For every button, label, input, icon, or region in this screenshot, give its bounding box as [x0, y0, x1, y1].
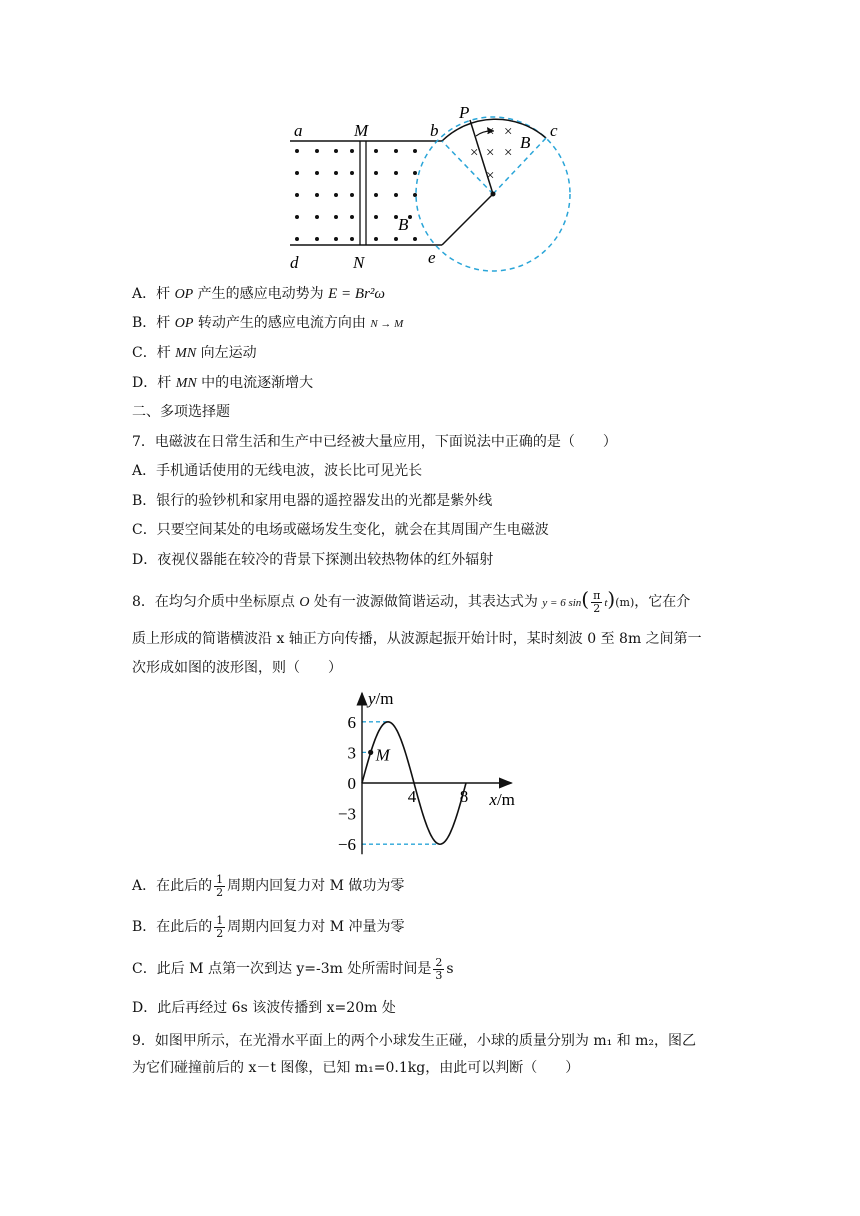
q7-option-b: B．银行的验钞机和家用电器的遥控器发出的光都是紫外线 [132, 493, 493, 509]
q8-option-b [132, 914, 405, 940]
q8-option-a [132, 873, 404, 899]
svg-text:×: × [504, 145, 513, 161]
point-m-label: M [375, 745, 390, 765]
q6-option-c [132, 343, 257, 364]
wave-chart [330, 688, 540, 858]
label-d: d [290, 253, 299, 272]
x-tick-label: 4 [407, 787, 417, 806]
q8-option-a-post: 周期内回复力对 M 做功为零 [227, 878, 405, 894]
q8-formula-paren-left: ( [581, 587, 590, 611]
q7-option-d: D．夜视仪器能在较冷的背景下探测出较热物体的红外辐射 [132, 552, 494, 568]
q8-option-c-unit: s [446, 961, 454, 977]
q8-option-b-post: 周期内回复力对 M 冲量为零 [227, 919, 405, 935]
svg-text:×: × [486, 168, 495, 184]
q6-option-d-text: 中的电流逐渐增大 [196, 375, 314, 391]
y-tick-label: 3 [347, 743, 356, 763]
q8-stem-line2: 质上形成的简谐横波沿 x 轴正方向传播，从波源起振开始计时，某时刻波 0 至 8m 之间第一 [132, 631, 702, 647]
q6-option-b-prefix: B．杆 [132, 315, 175, 331]
q8-option-d: D．此后再经过 6s 该波传播到 x=20m 处 [132, 1000, 396, 1016]
q8-option-a-num: 1 [216, 872, 224, 886]
q6-option-c-text: 向左运动 [196, 345, 257, 361]
q8-stem-part1: 8．在均匀介质中坐标原点 [132, 594, 300, 610]
label-c: c [550, 121, 558, 140]
q7-option-a: A．手机通话使用的无线电波，波长比可见光长 [132, 463, 423, 479]
q8-option-a-den: 2 [216, 885, 224, 899]
q8-stem-part2: 处有一波源做简谐运动，其表达式为 [309, 594, 543, 610]
q8-option-c-num: 2 [435, 955, 443, 969]
label-b-field: B [398, 215, 409, 234]
q8-formula-num: π [593, 588, 601, 602]
svg-text:×: × [504, 124, 513, 140]
label-e: e [428, 248, 436, 267]
q6-option-a-prefix: A．杆 [132, 286, 175, 302]
label-m: M [354, 121, 369, 140]
q6-option-a-text: 产生的感应电动势为 [193, 286, 329, 302]
x-tick-label: 8 [459, 787, 469, 806]
q8-stem-line3: 次形成如图的波形图，则（ ） [132, 660, 342, 676]
q8-stem-part3: ，它在介 [634, 594, 691, 610]
q6-option-c-var: MN [175, 346, 197, 361]
q6-option-a-var: OP [174, 287, 194, 302]
svg-text:×: × [486, 145, 495, 161]
q6-option-b [132, 313, 403, 334]
q9-stem-line2: 为它们碰撞前后的 x－t 图像，已知 m₁=0.1kg，由此可以判断（ ） [132, 1060, 580, 1076]
label-p: P [459, 103, 470, 122]
q8-formula-t: t [604, 597, 608, 609]
q8-formula-fraction [591, 590, 602, 615]
q8-option-c-pre: C．此后 M 点第一次到达 y=-3m 处所需时间是 [132, 961, 432, 977]
q8-option-b-den: 2 [216, 926, 224, 940]
y-axis-label: y/m [368, 689, 394, 708]
q6-option-d [132, 373, 313, 394]
q8-option-b-fraction [214, 915, 225, 940]
q8-stem-origin: O [299, 595, 310, 610]
q8-option-b-num: 1 [216, 913, 224, 927]
q6-option-b-var: OP [174, 316, 194, 331]
label-b: b [430, 121, 439, 140]
svg-text:×: × [486, 124, 495, 140]
y-tick-label: −6 [337, 835, 356, 855]
y-tick-label: 0 [347, 774, 356, 793]
q7-option-c: C．只要空间某处的电场或磁场发生变化，就会在其周围产生电磁波 [132, 522, 549, 538]
label-a: a [294, 121, 303, 140]
q7-stem: 7．电磁波在日常生活和生产中已经被大量应用，下面说法中正确的是（ ） [132, 434, 617, 450]
q8-stem-line1 [132, 589, 690, 615]
x-axis-label: x/m [489, 790, 515, 809]
q8-option-c [132, 956, 454, 982]
q8-formula-den: 2 [593, 601, 601, 615]
svg-text:×: × [470, 145, 479, 161]
label-b-field-inner: B [520, 133, 531, 152]
q6-option-b-formula: N → M [370, 318, 404, 330]
figure-rails-circle [280, 100, 600, 275]
point-m [368, 750, 373, 755]
q6-option-d-prefix: D．杆 [132, 375, 176, 391]
q9-stem-line1: 9．如图甲所示，在光滑水平面上的两个小球发生正碰，小球的质量分别为 m₁ 和 m₂，图乙 [132, 1033, 697, 1049]
q8-option-c-den: 3 [435, 968, 443, 982]
label-n: N [353, 253, 365, 272]
q8-formula-unit: (m) [615, 596, 635, 609]
q8-option-c-fraction [433, 957, 444, 982]
field-crosses [470, 124, 512, 184]
y-tick-label: 6 [347, 712, 356, 732]
q6-option-b-text: 转动产生的感应电流方向由 [193, 315, 371, 331]
q6-option-a-formula: E = Br²ω [328, 286, 386, 302]
q6-option-c-prefix: C．杆 [132, 345, 176, 361]
q8-formula-y: y = 6 sin [542, 597, 582, 609]
y-tick-label: −3 [337, 804, 356, 824]
q6-option-a [132, 284, 385, 305]
section-title: 二、多项选择题 [132, 404, 230, 420]
q8-option-b-pre: B．在此后的 [132, 919, 213, 935]
q6-option-d-var: MN [175, 376, 197, 391]
q8-option-a-fraction [214, 874, 225, 899]
q8-formula-paren-right: ) [607, 587, 616, 611]
q8-option-a-pre: A．在此后的 [132, 878, 213, 894]
